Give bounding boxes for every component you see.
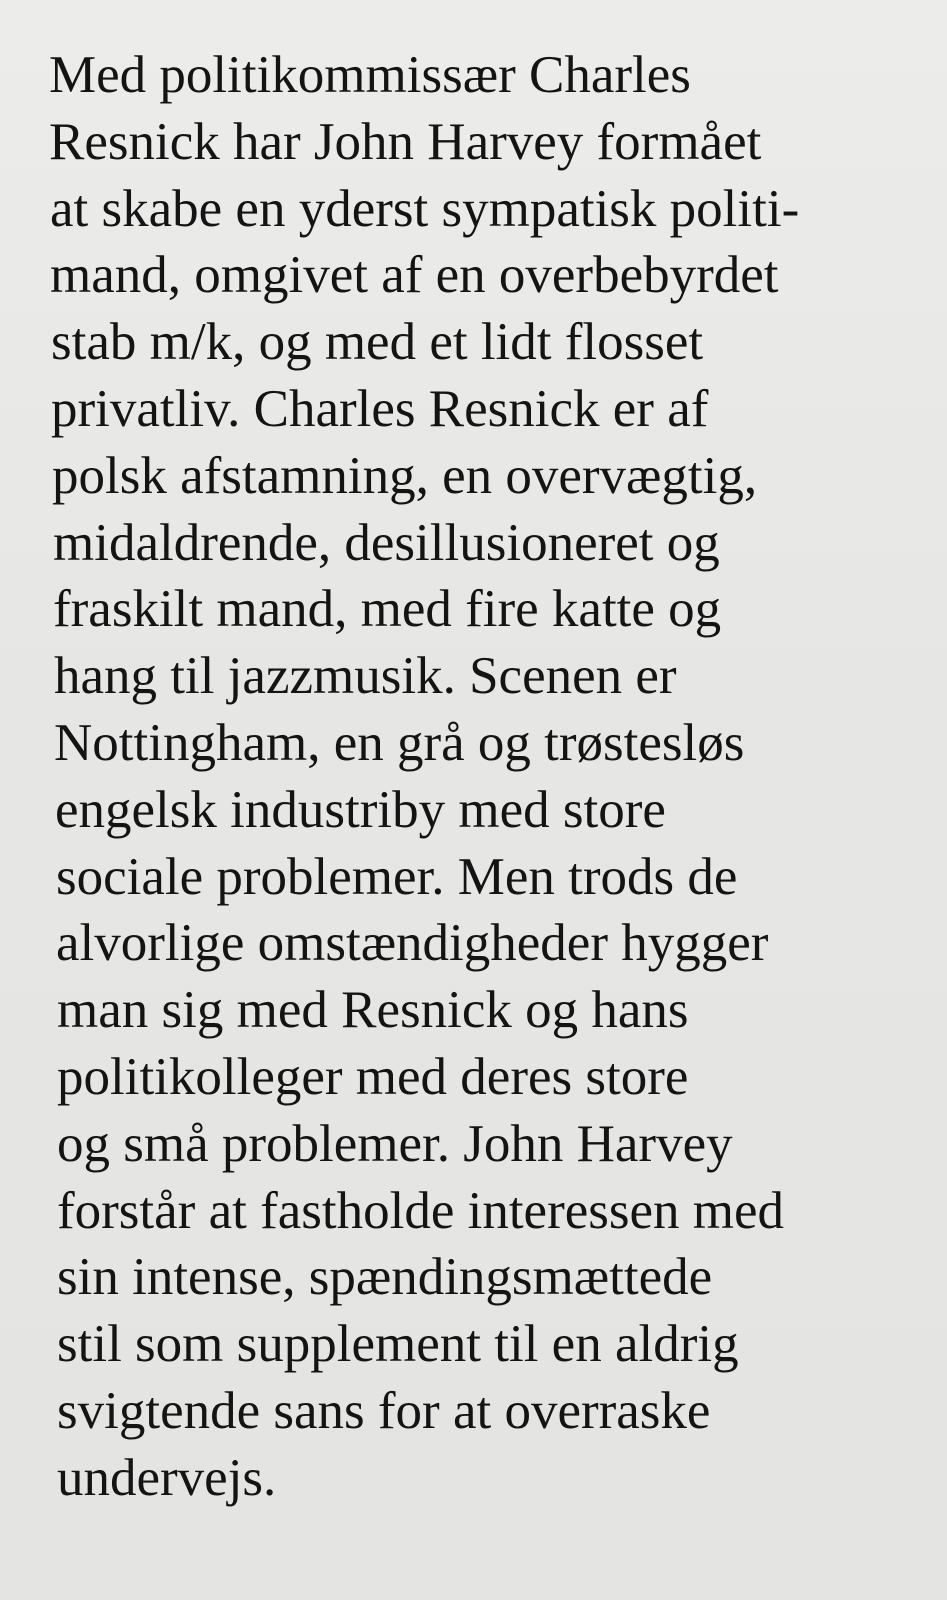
blurb-line: sin intense, spændingsmættede <box>57 1248 713 1307</box>
blurb-line: at skabe en yderst sympatisk politi- <box>50 179 800 238</box>
blurb-line: engelsk industriby med store <box>55 780 666 839</box>
blurb-line: man sig med Resnick og hans <box>57 981 689 1040</box>
blurb-line: hang til jazzmusik. Scenen er <box>54 647 677 706</box>
blurb-line: undervejs. <box>57 1448 277 1507</box>
blurb-line: og små problemer. John Harvey <box>57 1114 733 1173</box>
blurb-line: stab m/k, og med et lidt flosset <box>51 313 704 372</box>
blurb-line: privatliv. Charles Resnick er af <box>51 379 709 438</box>
blurb-line: Med politikommissær Charles <box>49 46 691 104</box>
blurb-line: politikolleger med deres store <box>57 1047 689 1106</box>
blurb-line: mand, omgivet af en overbebyrdet <box>50 246 779 305</box>
blurb-text <box>49 42 929 1512</box>
blurb-line: fraskilt mand, med fire katte og <box>53 580 722 639</box>
blurb-line: sociale problemer. Men trods de <box>56 847 738 906</box>
blurb-line: polsk afstamning, en overvægtig, <box>52 446 758 505</box>
blurb-line: stil som supplement til en aldrig <box>57 1315 739 1374</box>
blurb-line: midaldrende, desillusioneret og <box>53 513 720 572</box>
blurb-line: svigtende sans for at overraske <box>57 1381 711 1440</box>
blurb-line: Nottingham, en grå og trøstesløs <box>54 713 745 772</box>
blurb-line: Resnick har John Harvey formået <box>49 112 762 171</box>
blurb-line: alvorlige omstændigheder hygger <box>56 914 769 973</box>
blurb-line: forstår at fastholde interessen med <box>57 1181 785 1240</box>
